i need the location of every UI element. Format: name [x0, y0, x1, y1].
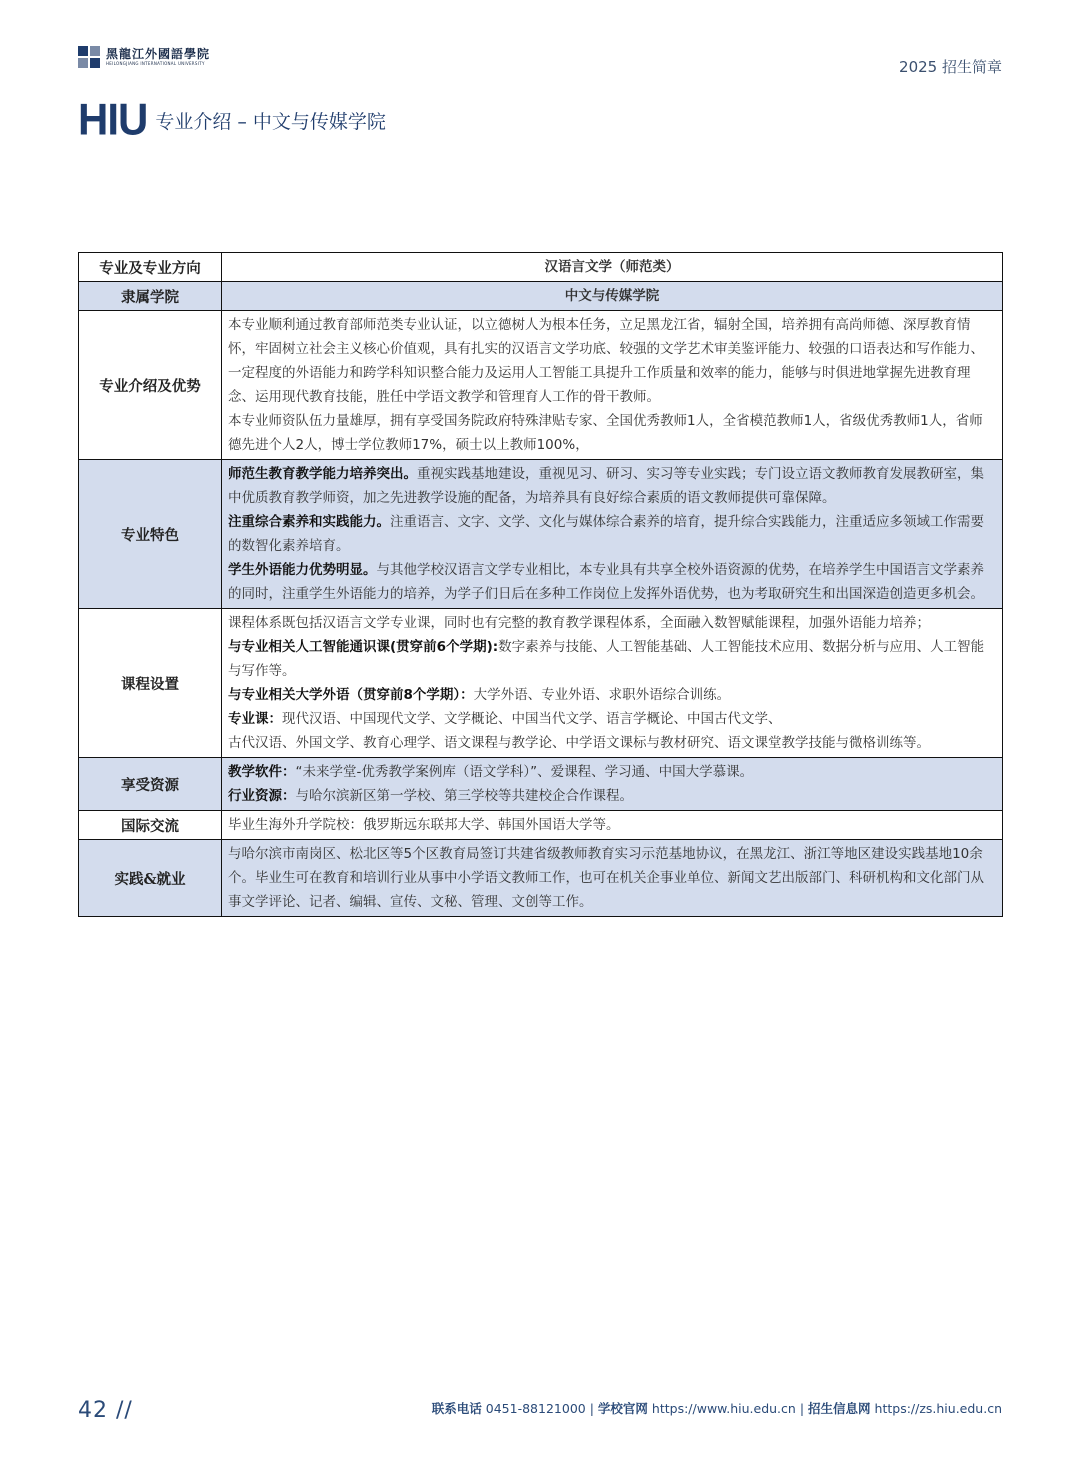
separator: |: [799, 1401, 805, 1416]
resource-heading: 教学软件：: [228, 764, 296, 780]
intro-paragraph: 本专业顺利通过教育部师范类专业认证，以立德树人为根本任务，立足黑龙江省，辐射全国，培养拥有高尚师德、深厚教育情怀，牢固树立社会主义核心价值观，具有扎实的汉语言文学功底、较强的文学艺术审美鉴评能力、较强的口语表达和写作能力、一定程度的外语能力和跨学科知识整合能力及运用人工智能工具提升工作质量和效率的能力，能够与时俱进地掌握先进教育理念、运用现代教育技能，胜任中学语文教学和管理育人工作的骨干教师。: [228, 317, 984, 405]
practice-cell: 与哈尔滨市南岗区、松北区等5个区教育局签订共建省级教师教育实习示范基地协议，在黑龙江、浙江等地区建设实践基地10余个。毕业生可在教育和培训行业从事中小学语文教师工作，也可在机关企事业单位、新闻文艺出版部门、科研机构和文化部门从事文学评论、记者、编辑、宣传、文秘、管理、文创等工作。: [222, 840, 1003, 917]
resource-heading: 行业资源：: [228, 788, 296, 804]
resource-text: 与哈尔滨新区第一学校、第三学校等共建校企合作课程。: [295, 788, 633, 804]
table-row: [79, 811, 1003, 840]
page-title: 专业介绍 – 中文与传媒学院: [155, 110, 386, 133]
row-label: 隶属学院: [79, 282, 222, 311]
site-label: 学校官网: [597, 1401, 648, 1416]
resource-cell: [222, 758, 1003, 811]
feature-item: [228, 462, 996, 510]
course-item: 古代汉语、外国文学、教育心理学、语文课程与教学论、中学语文课标与教材研究、语文课堂教学技能与微格训练等。: [228, 735, 930, 751]
course-heading: 专业课：: [228, 711, 282, 727]
row-label: 课程设置: [79, 609, 222, 758]
feature-heading: 师范生教育教学能力培养突出。: [228, 466, 417, 482]
table-row: [79, 758, 1003, 811]
resource-text: “未来学堂-优秀教学案例库（语文学科）”、爱课程、学习通、中国大学慕课。: [295, 764, 754, 780]
feature-text: 注重语言、文字、文学、文化与媒体综合素养的培育，提升综合实践能力，注重适应多领域工作需要的数智化素养培育。: [228, 514, 984, 554]
feature-heading: 学生外语能力优势明显。: [228, 562, 377, 578]
separator: |: [589, 1401, 594, 1416]
row-label: 专业介绍及优势: [79, 311, 222, 460]
phone-number: 0451-88121000: [485, 1401, 586, 1416]
course-item: [228, 707, 996, 731]
logo-emblem-icon: [78, 46, 100, 68]
table-row: [79, 609, 1003, 758]
table-row: [79, 253, 1003, 282]
intl-cell: 毕业生海外升学院校：俄罗斯远东联邦大学、韩国外国语大学等。: [222, 811, 1003, 840]
row-label: 实践&就业: [79, 840, 222, 917]
major-value: 汉语言文学（师范类）: [222, 253, 1003, 282]
course-text: 现代汉语、中国现代文学、文学概论、中国当代文学、语言学概论、中国古代文学、: [282, 711, 782, 727]
resource-item: [228, 760, 996, 784]
course-heading: 与专业相关人工智能通识课(贯穿前6个学期):: [228, 639, 499, 655]
feature-item: [228, 510, 996, 558]
table-row: [79, 460, 1003, 609]
footer-contact: [432, 1399, 1002, 1417]
feature-heading: 注重综合素养和实践能力。: [228, 514, 390, 530]
section-heading: [78, 94, 386, 145]
course-item: [228, 683, 996, 707]
feature-item: [228, 558, 996, 606]
hiu-mark: HIU: [78, 94, 148, 145]
intro-paragraph: 本专业师资队伍力量雄厚，拥有享受国务院政府特殊津贴专家、全国优秀教师1人，全省模范教师1人，省级优秀教师1人，省师德先进个人2人，博士学位教师17%，硕士以上教师100%，: [228, 413, 983, 453]
table-row: [79, 311, 1003, 460]
row-label: 国际交流: [79, 811, 222, 840]
row-label: 享受资源: [79, 758, 222, 811]
admission-link[interactable]: https://zs.hiu.edu.cn: [874, 1401, 1002, 1416]
course-heading: 与专业相关大学外语（贯穿前8个学期）：: [228, 687, 474, 703]
course-text: 数字素养与技能、人工智能基础、人工智能技术应用、数据分析与应用、人工智能与写作等。: [228, 639, 985, 679]
feature-cell: [222, 460, 1003, 609]
resource-item: [228, 784, 996, 808]
course-item: [228, 635, 996, 683]
page-number: 42 //: [78, 1398, 133, 1423]
table-row: [79, 282, 1003, 311]
table-row: [79, 840, 1003, 917]
school-logo: [78, 46, 210, 68]
course-item: 课程体系既包括汉语言文学专业课，同时也有完整的教育教学课程体系，全面融入数智赋能课程，加强外语能力培养；: [228, 615, 930, 631]
row-label: 专业及专业方向: [79, 253, 222, 282]
major-info-table: [78, 252, 1003, 917]
college-value: 中文与传媒学院: [222, 282, 1003, 311]
intro-cell: [222, 311, 1003, 460]
course-cell: [222, 609, 1003, 758]
admission-label: 招生信息网: [808, 1401, 871, 1416]
site-link[interactable]: https://www.hiu.edu.cn: [651, 1401, 796, 1416]
logo-english-name: HEILONGJIANG INTERNATIONAL UNIVERSITY: [106, 61, 205, 66]
brochure-title: 2025 招生简章: [899, 58, 1002, 76]
course-text: 大学外语、专业外语、求职外语综合训练。: [473, 687, 731, 703]
logo-chinese-name: 黑龍江外國語學院: [106, 47, 211, 61]
phone-label: 联系电话: [431, 1401, 482, 1416]
row-label: 专业特色: [79, 460, 222, 609]
feature-text: 与其他学校汉语言文学专业相比，本专业具有共享全校外语资源的优势，在培养学生中国语言文学素养的同时，注重学生外语能力的培养，为学子们日后在多种工作岗位上发挥外语优势，也为考取研究生和出国深造创造更多机会。: [228, 562, 984, 602]
feature-text: 重视实践基地建设，重视见习、研习、实习等专业实践；专门设立语文教师教育发展教研室，集中优质教育教学师资，加之先进教学设施的配备，为培养具有良好综合素质的语文教师提供可靠保障。: [228, 466, 984, 506]
